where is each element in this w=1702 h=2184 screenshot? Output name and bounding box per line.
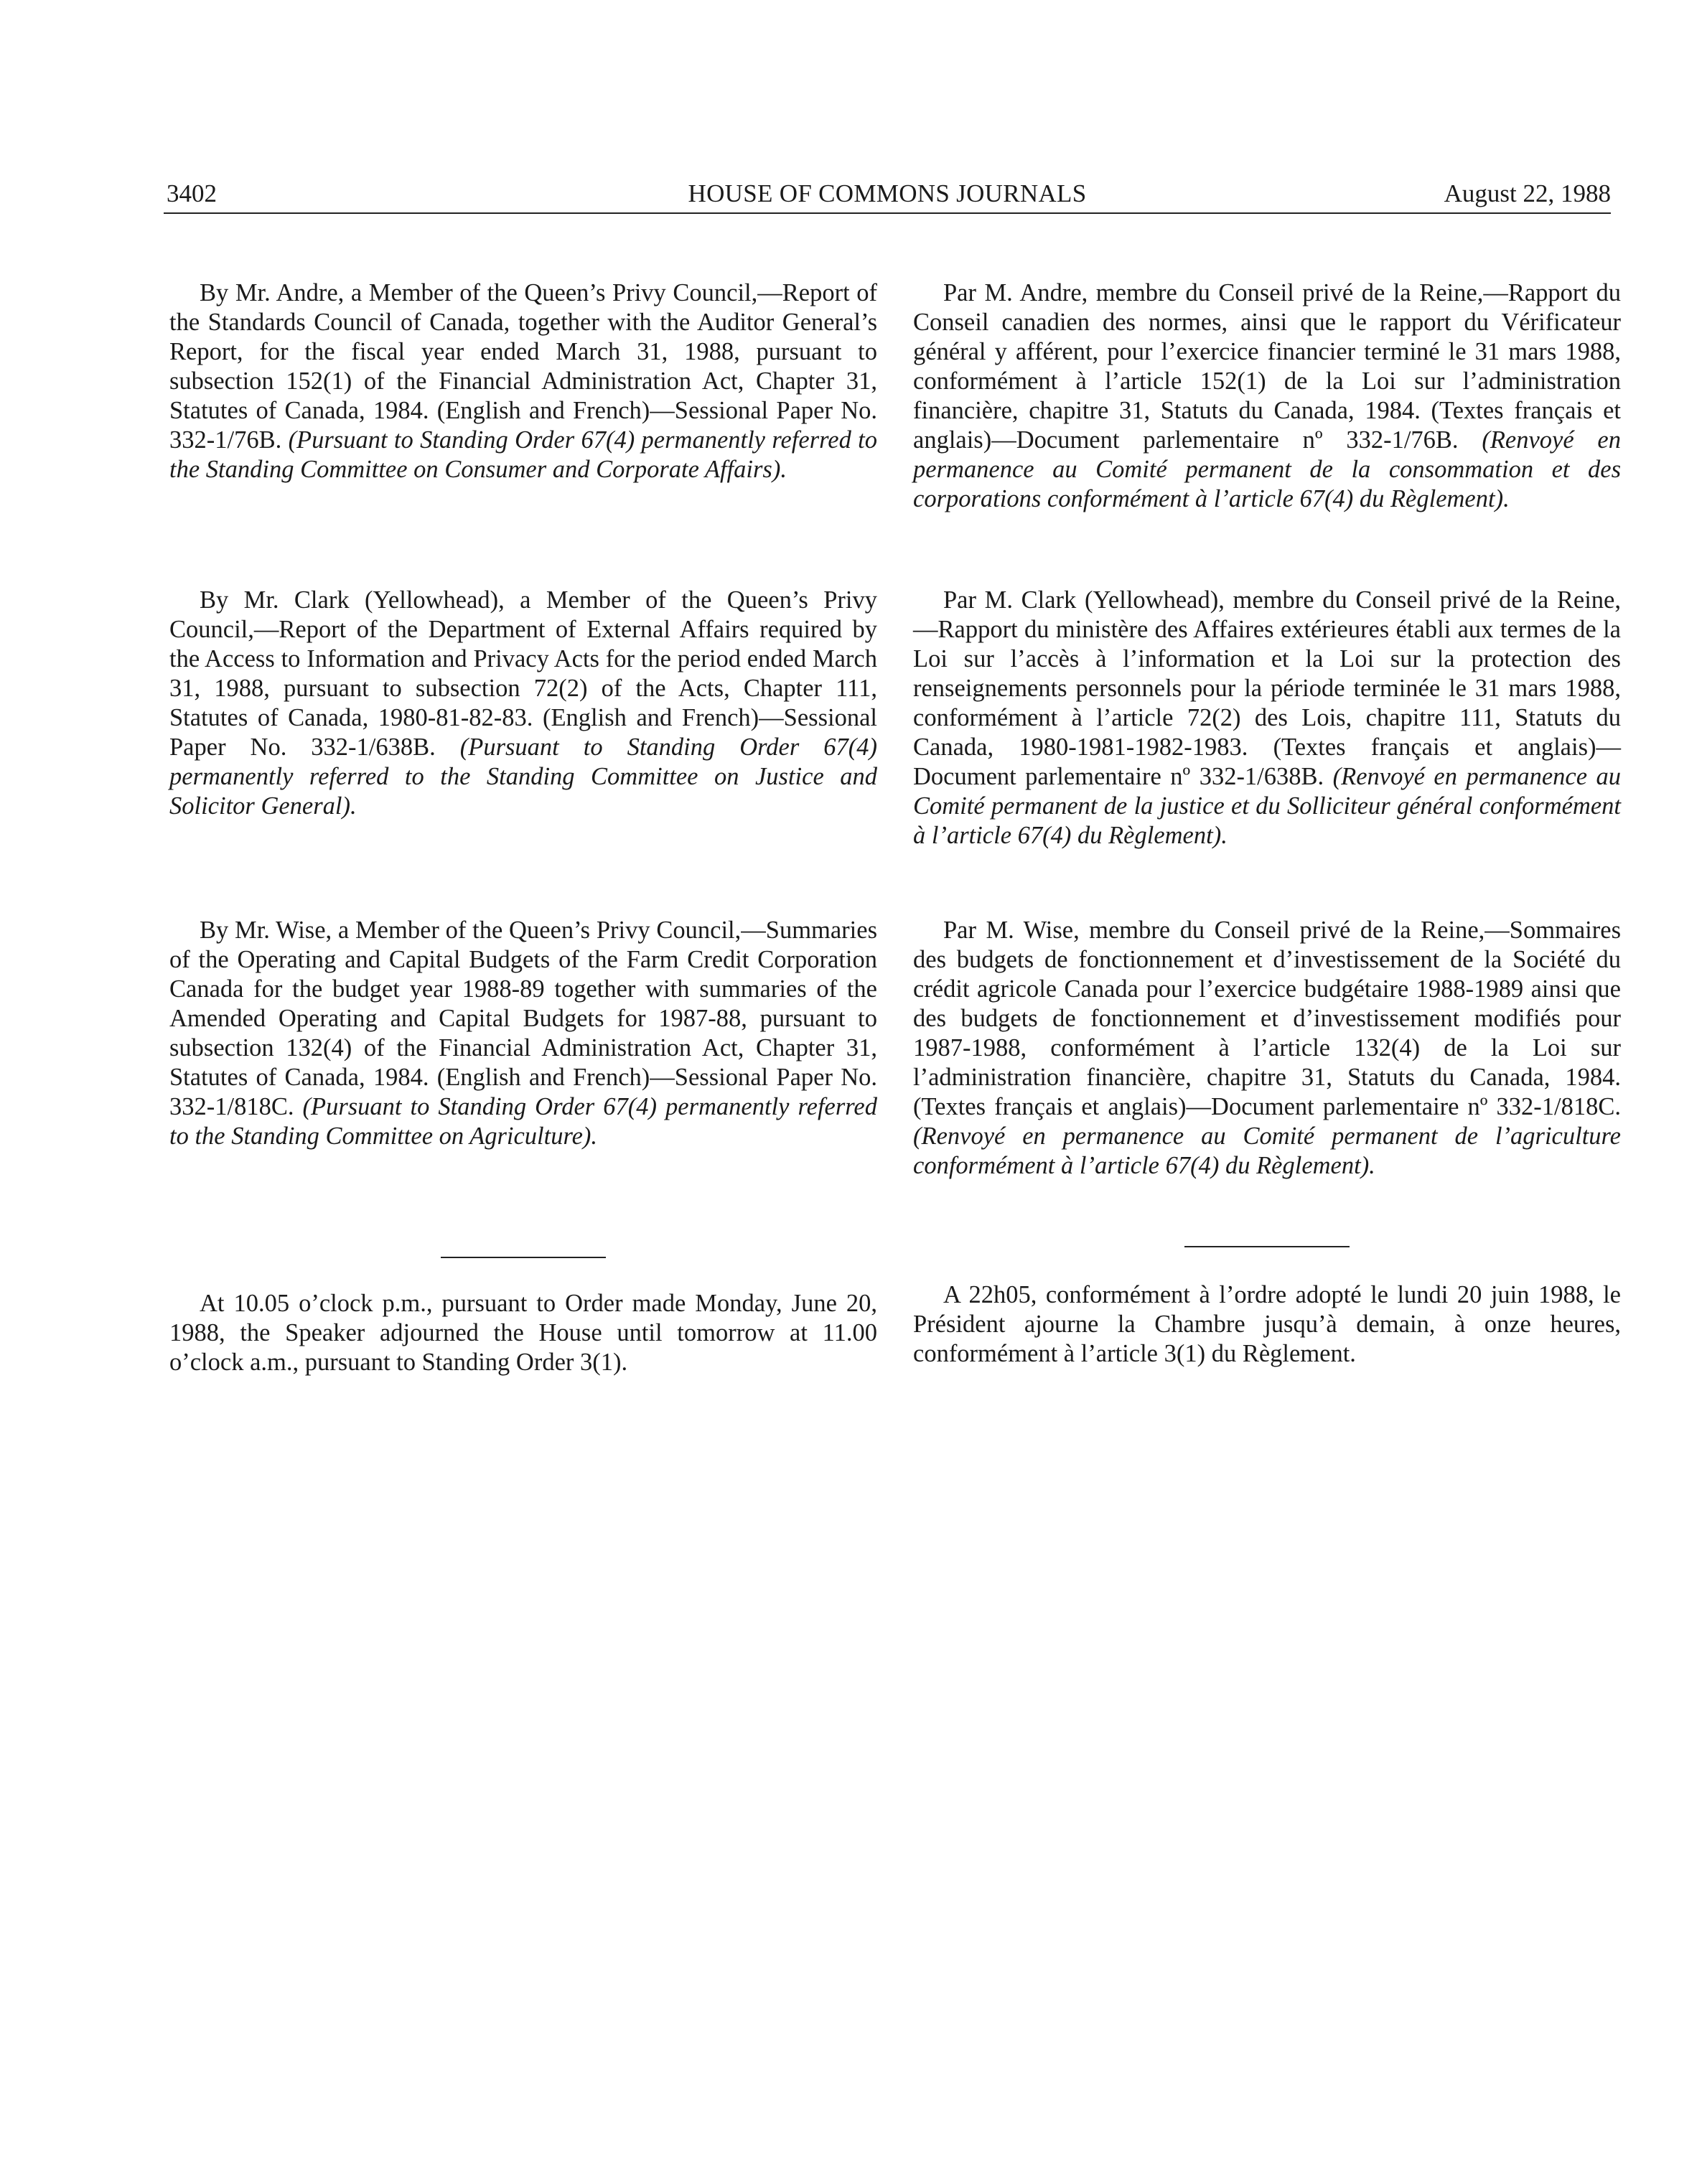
french-wise-referral: (Renvoyé en permanence au Comité permanent de l’agriculture conformément à l’article 67(4) du Règlement).: [913, 1123, 1621, 1179]
page-number: 3402: [167, 179, 217, 207]
french-clark-referral: (Renvoyé en permanence au Comité permanent de la justice et du Solliciteur général conformément à l’article 67(4) du Règlement).: [913, 763, 1621, 849]
english-clark-text: By Mr. Clark (Yellowhead), a Member of the Queen’s Privy Council,—Report of the Department of External Affairs required by the Access to Information and Privacy Acts for the period ended March 31, 1988, pursuant to subsection 72(2) of the Acts, Chapter 111, Statutes of Canada, 1980-81-82-83. (English and French)—Sessional Paper No. 332-1/638B.: [169, 586, 877, 761]
english-clark-referral: (Pursuant to Standing Order 67(4) permanently referred to the Standing Committee on Justice and Solicitor General).: [169, 734, 877, 820]
english-andre-text: By Mr. Andre, a Member of the Queen’s Privy Council,—Report of the Standards Council of Canada, together with the Auditor General’s Report, for the fiscal year ended March 31, 1988, pursuant to subsection 152(1) of the Financial Administration Act, Chapter 31, Statutes of Canada, 1984. (English and French)—Sessional Paper No. 332-1/76B.: [169, 279, 877, 454]
header-rule: [164, 212, 1611, 214]
french-andre-text: Par M. Andre, membre du Conseil privé de la Reine,—Rapport du Conseil canadien des normes, ainsi que le rapport du Vérificateur général y afférent, pour l’exercice financier terminé le 31 mars 1988, conformément à l’article 152(1) de la Loi sur l’administration financière, chapitre 31, Statuts du Canada, 1984. (Textes français et anglais)—Document parlementaire nº 332-1/76B.: [913, 279, 1621, 454]
header-date: August 22, 1988: [1444, 179, 1611, 207]
french-separator-rule: [1184, 1246, 1350, 1247]
english-wise-referral: (Pursuant to Standing Order 67(4) permanently referred to the Standing Committee on Agriculture).: [169, 1093, 877, 1150]
english-paragraph-adjournment: [169, 1289, 877, 1377]
english-andre-referral: (Pursuant to Standing Order 67(4) permanently referred to the Standing Committee on Consumer and Corporate Affairs).: [169, 426, 877, 483]
english-paragraph-wise: [169, 916, 877, 1151]
french-paragraph-wise: [913, 916, 1621, 1181]
english-paragraph-andre: [169, 278, 877, 484]
french-andre-referral: (Renvoyé en permanence au Comité permanent de la consommation et des corporations conformément à l’article 67(4) du Règlement).: [913, 426, 1621, 512]
page-header: [164, 177, 1611, 214]
journal-title: HOUSE OF COMMONS JOURNALS: [688, 179, 1087, 207]
english-paragraph-clark: [169, 586, 877, 821]
french-paragraph-adjournment: [913, 1280, 1621, 1369]
english-wise-text: By Mr. Wise, a Member of the Queen’s Privy Council,—Summaries of the Operating and Capital Budgets of the Farm Credit Corporation Canada for the budget year 1988-89 together with summaries of the Amended Operating and Capital Budgets for 1987-88, pursuant to subsection 132(4) of the Financial Administration Act, Chapter 31, Statutes of Canada, 1984. (English and French)—Sessional Paper No. 332-1/818C.: [169, 917, 877, 1120]
french-wise-text: Par M. Wise, membre du Conseil privé de la Reine,—Sommaires des budgets de fonctionnement et d’investissement de la Société du crédit agricole Canada pour l’exercice budgétaire 1988-1989 ainsi que des budgets de fonctionnement et d’investissement modifiés pour 1987-1988, conformément à l’article 132(4) de la Loi sur l’administration financière, chapitre 31, Statuts du Canada, 1984. (Textes français et anglais)—Document parlementaire nº 332-1/818C.: [913, 917, 1621, 1120]
english-separator-rule: [441, 1257, 606, 1258]
english-adjournment-text: At 10.05 o’clock p.m., pursuant to Order made Monday, June 20, 1988, the Speaker adjourned the House until tomorrow at 11.00 o’clock a.m., pursuant to Standing Order 3(1).: [169, 1290, 877, 1376]
french-paragraph-clark: [913, 586, 1621, 850]
french-clark-text: Par M. Clark (Yellowhead), membre du Conseil privé de la Reine,—Rapport du ministère des Affaires extérieures établi aux termes de la Loi sur l’accès à l’information et la Loi sur la protection des renseignements personnels pour la période terminée le 31 mars 1988, conformément à l’article 72(2) des Lois, chapitre 111, Statuts du Canada, 1980-1981-1982-1983. (Textes français et anglais)—Document parlementaire nº 332-1/638B.: [913, 586, 1621, 790]
french-paragraph-andre: [913, 278, 1621, 514]
french-adjournment-text: A 22h05, conformément à l’ordre adopté le lundi 20 juin 1988, le Président ajourne la Chambre jusqu’à demain, à onze heures, conformément à l’article 3(1) du Règlement.: [913, 1281, 1621, 1367]
